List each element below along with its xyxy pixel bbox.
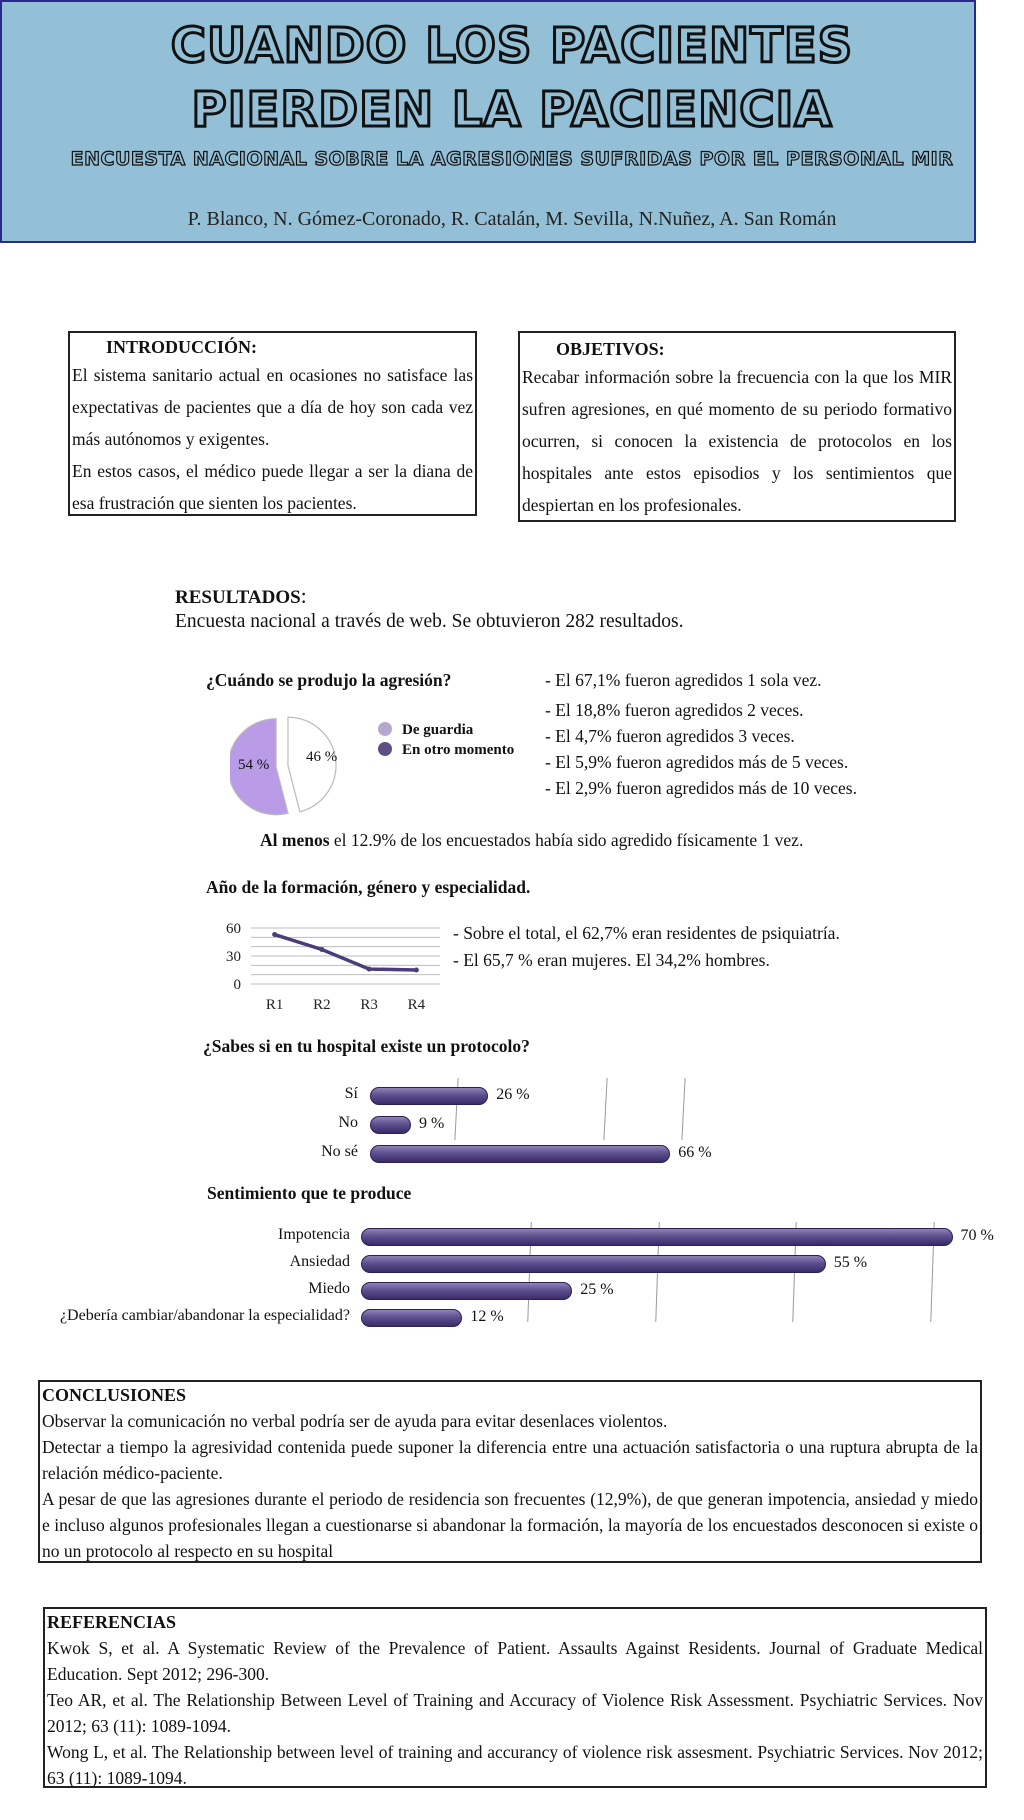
q4-title: Sentimiento que te produce <box>207 1183 412 1203</box>
pie-label-de-guardia: 54 % <box>238 757 270 773</box>
bar-value-label: 55 % <box>833 1254 868 1271</box>
bar-value-label: 12 % <box>470 1308 504 1325</box>
resultados-subheading: Encuesta nacional a través de web. Se obtuvieron 282 resultados. <box>175 611 684 632</box>
legend-item-1 <box>378 742 514 759</box>
legend-label: En otro momento <box>402 742 515 758</box>
legend-label: De guardia <box>402 722 474 738</box>
al-menos-line <box>260 830 803 851</box>
bar <box>370 1087 488 1105</box>
bar-label: Sí <box>344 1085 358 1102</box>
stat-line-4: - El 5,9% fueron agredidos más de 5 veces. <box>545 752 849 772</box>
legend-dot-icon <box>378 742 392 756</box>
bar <box>370 1116 411 1134</box>
poster-subtitle: ENCUESTA NACIONAL SOBRE LA AGRESIONES SUFRIDAS POR EL PERSONAL MIR <box>70 148 954 170</box>
data-line <box>275 935 417 970</box>
introduccion-paragraph-2: En estos casos, el médico puede llegar a ser la diana de esa frustración que sienten los pacientes. <box>72 461 473 513</box>
poster-title-line-1: CUANDO LOS PACIENTES <box>170 18 854 74</box>
resultados-heading <box>175 583 307 609</box>
conclusiones-paragraph-3: A pesar de que las agresiones durante el periodo de residencia son frecuentes (12,9%), de que generan impotencia, ansiedad y miedo e incluso algunos profesionales llegan a cuestionarse si abandonar la formación, la mayoría de los encuestados desconocen si existe o no un protocolo al respecto en su hospital <box>42 1489 978 1561</box>
objetivos-heading: OBJETIVOS: <box>556 339 665 359</box>
al-menos-rest: el 12.9% de los encuestados había sido agredido físicamente 1 vez. <box>329 830 804 850</box>
al-menos-bold: Al menos <box>260 830 330 850</box>
data-point <box>414 968 419 973</box>
q3-title: ¿Sabes si en tu hospital existe un protocolo? <box>203 1036 530 1056</box>
stat-line-1: - El 67,1% fueron agredidos 1 sola vez. <box>545 670 822 690</box>
stat-line-2: - El 18,8% fueron agredidos 2 veces. <box>545 700 804 720</box>
line-chart <box>215 918 450 1018</box>
q1-title: ¿Cuándo se produjo la agresión? <box>206 670 452 690</box>
bar-label: Miedo <box>308 1280 350 1297</box>
bar-label: ¿Debería cambiar/abandonar la especialidad? <box>59 1307 350 1324</box>
bar-label: No <box>338 1114 358 1131</box>
bar <box>361 1309 462 1327</box>
reference-item: Wong L, et al. The Relationship between level of training and accurancy of violence risk assesment. Psychiatric Services. Nov 2012; 63 (11): 1089-1094. <box>47 1742 983 1788</box>
reference-item: Kwok S, et al. A Systematic Review of the Prevalence of Patient. Assaults Against Residents. Journal of Graduate Medical Education. Sept 2012; 296-300. <box>47 1638 983 1684</box>
pie-label-en-otro-momento: 46 % <box>306 749 338 765</box>
bar <box>361 1282 572 1300</box>
stat-line-5: - El 2,9% fueron agredidos más de 10 veces. <box>545 778 857 798</box>
bar-label: No sé <box>321 1143 358 1160</box>
bar-value-label: 26 % <box>496 1086 530 1103</box>
referencias-box <box>43 1607 987 1788</box>
conclusiones-heading: CONCLUSIONES <box>42 1385 187 1405</box>
y-tick-label: 60 <box>226 921 241 937</box>
bar-value-label: 66 % <box>678 1144 712 1161</box>
grid-line <box>603 1078 607 1140</box>
q2-title: Año de la formación, género y especialidad. <box>206 877 531 897</box>
poster-header <box>0 0 976 243</box>
reference-item: Teo AR, et al. The Relationship Between Level of Training and Accuracy of Violence Risk Assessment. Psychiatric Services. Nov 2012; 63 (11): 1089-1094. <box>47 1690 983 1736</box>
referencias-heading: REFERENCIAS <box>47 1612 177 1632</box>
resultados-heading-colon: : <box>300 583 307 608</box>
y-tick-label: 30 <box>226 949 241 965</box>
introduccion-paragraph-1: El sistema sanitario actual en ocasiones no satisface las expectativas de pacientes que a día de hoy son cada vez más autónomos y exigentes. <box>72 365 473 449</box>
introduccion-heading: INTRODUCCIÓN: <box>106 337 258 357</box>
grid-line <box>681 1078 685 1140</box>
bar-value-label: 70 % <box>960 1227 994 1244</box>
y-tick-label: 0 <box>233 977 241 993</box>
bar-value-label: 9 % <box>418 1115 445 1132</box>
q2-stat-1: - Sobre el total, el 62,7% eran residentes de psiquiatría. <box>453 923 840 943</box>
bar-value-label: 25 % <box>580 1281 614 1298</box>
x-tick-label: R1 <box>265 997 284 1013</box>
poster-title-line-2: PIERDEN LA PACIENCIA <box>191 82 833 138</box>
conclusiones-paragraph-2: Detectar a tiempo la agresividad contenida puede suponer la diferencia entre una actuación satisfactoria o una ruptura abrupta de la relación médico-paciente. <box>42 1437 978 1483</box>
bar <box>370 1145 670 1163</box>
objetivos-box <box>518 331 956 522</box>
data-point <box>367 967 372 972</box>
legend-item-0 <box>378 722 473 739</box>
x-tick-label: R3 <box>360 997 378 1013</box>
q2-stat-2: - El 65,7 % eran mujeres. El 34,2% hombres. <box>453 950 770 970</box>
introduccion-box <box>68 331 477 516</box>
bar-label: Ansiedad <box>289 1253 350 1270</box>
conclusiones-paragraph-1: Observar la comunicación no verbal podría ser de ayuda para evitar desenlaces violentos. <box>42 1411 668 1431</box>
conclusiones-box <box>38 1380 982 1563</box>
bar <box>361 1228 953 1246</box>
x-tick-label: R4 <box>407 997 426 1013</box>
bar-label: Impotencia <box>278 1226 350 1243</box>
data-point <box>319 947 324 952</box>
x-tick-label: R2 <box>313 997 331 1013</box>
resultados-heading-text: RESULTADOS <box>175 587 301 608</box>
stat-line-3: - El 4,7% fueron agredidos 3 veces. <box>545 726 795 746</box>
legend-dot-icon <box>378 722 392 736</box>
data-point <box>272 932 277 937</box>
bar <box>361 1255 826 1273</box>
authors: P. Blanco, N. Gómez-Coronado, R. Catalán, M. Sevilla, N.Nuñez, A. San Román <box>187 208 837 230</box>
objetivos-paragraph: Recabar información sobre la frecuencia con la que los MIR sufren agresiones, en qué momento de su periodo formativo ocurren, si conocen la existencia de protocolos en los hospitales ante estos episodios y los sentimientos que despiertan en los profesionales. <box>522 367 952 515</box>
